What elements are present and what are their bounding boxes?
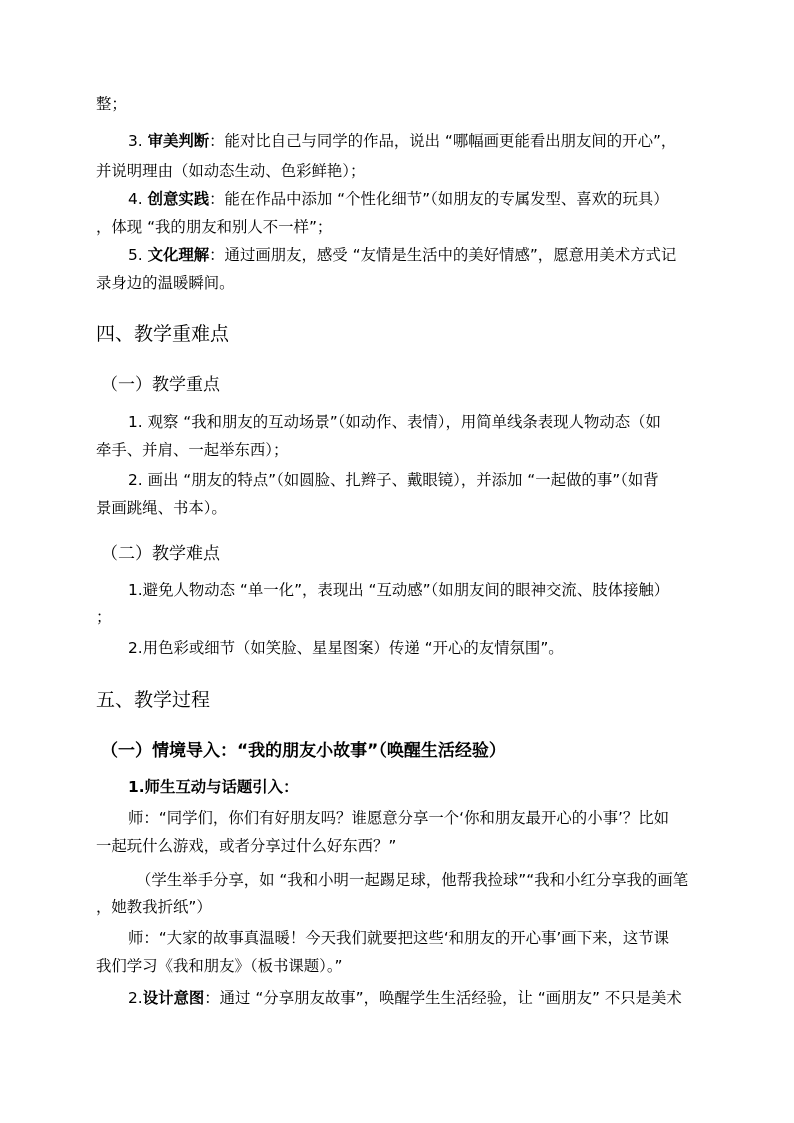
text-line: 1. 观察 “我和朋友的互动场景”（如动作、表情），用简单线条表现人物动态（如	[128, 413, 661, 431]
text-line: 2. 画出 “朋友的特点”（如圆脸、扎辫子、戴眼镜），并添加 “一起做的事”（如背	[128, 471, 659, 489]
text-line: ，体现 “我的朋友和别人不一样”；	[96, 218, 333, 236]
objective-aesthetic	[128, 130, 706, 152]
text-line: ，她教我折纸”）	[96, 898, 212, 916]
design-intent	[128, 987, 706, 1009]
text-line: 录身边的温暖瞬间。	[96, 274, 235, 292]
text-line: 师：“大家的故事真温暖！今天我们就要把这些‘和朋友的开心事’画下来，这节课	[128, 929, 670, 947]
item-text: ：能在作品中添加 “个性化细节”（如朋友的专属发型、喜欢的玩具）	[209, 190, 669, 208]
text-line: 并说明理由（如动态生动、色彩鲜艳）；	[96, 162, 366, 180]
section-heading: 五、教学过程	[96, 689, 211, 711]
bold-term: 设计意图	[142, 989, 205, 1007]
bold-term: 文化理解	[147, 246, 210, 264]
text-line: ；	[96, 608, 112, 626]
section-heading: 四、教学重难点	[96, 323, 230, 345]
text-line: （学生举手分享，如 “我和小明一起踢足球，他帮我捡球”“我和小红分享我的画笔	[136, 871, 689, 889]
item-number: 5.	[128, 246, 148, 264]
text-line: 1.避免人物动态 “单一化”，表现出 “互动感”（如朋友间的眼神交流、肢体接触）	[128, 581, 670, 599]
text-line: 一起玩什么游戏，或者分享过什么好东西？”	[96, 837, 397, 855]
text-line: 景画跳绳、书本）。	[96, 499, 227, 517]
text-line: 2.用色彩或细节（如笑脸、星星图案）传递 “开心的友情氛围”。	[128, 639, 564, 657]
bold-term: 创意实践	[147, 190, 210, 208]
text-line: 师：“同学们，你们有好朋友吗？谁愿意分享一个‘你和朋友最开心的小事’？比如	[128, 809, 670, 827]
item-heading	[128, 776, 706, 798]
objective-culture	[128, 244, 706, 266]
bold-term: 1.师生互动与话题引入：	[128, 778, 299, 796]
item-text: ：能对比自己与同学的作品，说出 “哪幅画更能看出朋友间的开心”，	[209, 132, 677, 150]
bold-term: 审美判断	[147, 132, 210, 150]
item-number: 3.	[128, 132, 148, 150]
item-number: 4.	[128, 190, 148, 208]
item-text: ：通过 “分享朋友故事”，唤醒学生生活经验，让 “画朋友” 不只是美术	[204, 989, 682, 1007]
subsection-heading: （二）教学难点	[101, 544, 220, 564]
objective-creative	[128, 188, 706, 210]
item-number: 2.	[128, 989, 143, 1007]
text-line: 牵手、并肩、一起举东西）；	[96, 441, 289, 459]
subsection-heading: （一）教学重点	[101, 375, 220, 395]
text-line: 我们学习《我和朋友》（板书课题）。”	[96, 957, 343, 975]
item-text: ：通过画朋友，感受 “友情是生活中的美好情感”，愿意用美术方式记	[209, 246, 677, 264]
text-line: 整；	[96, 95, 127, 113]
subsection-heading: （一）情境导入：“我的朋友小故事”（唤醒生活经验）	[101, 741, 506, 761]
